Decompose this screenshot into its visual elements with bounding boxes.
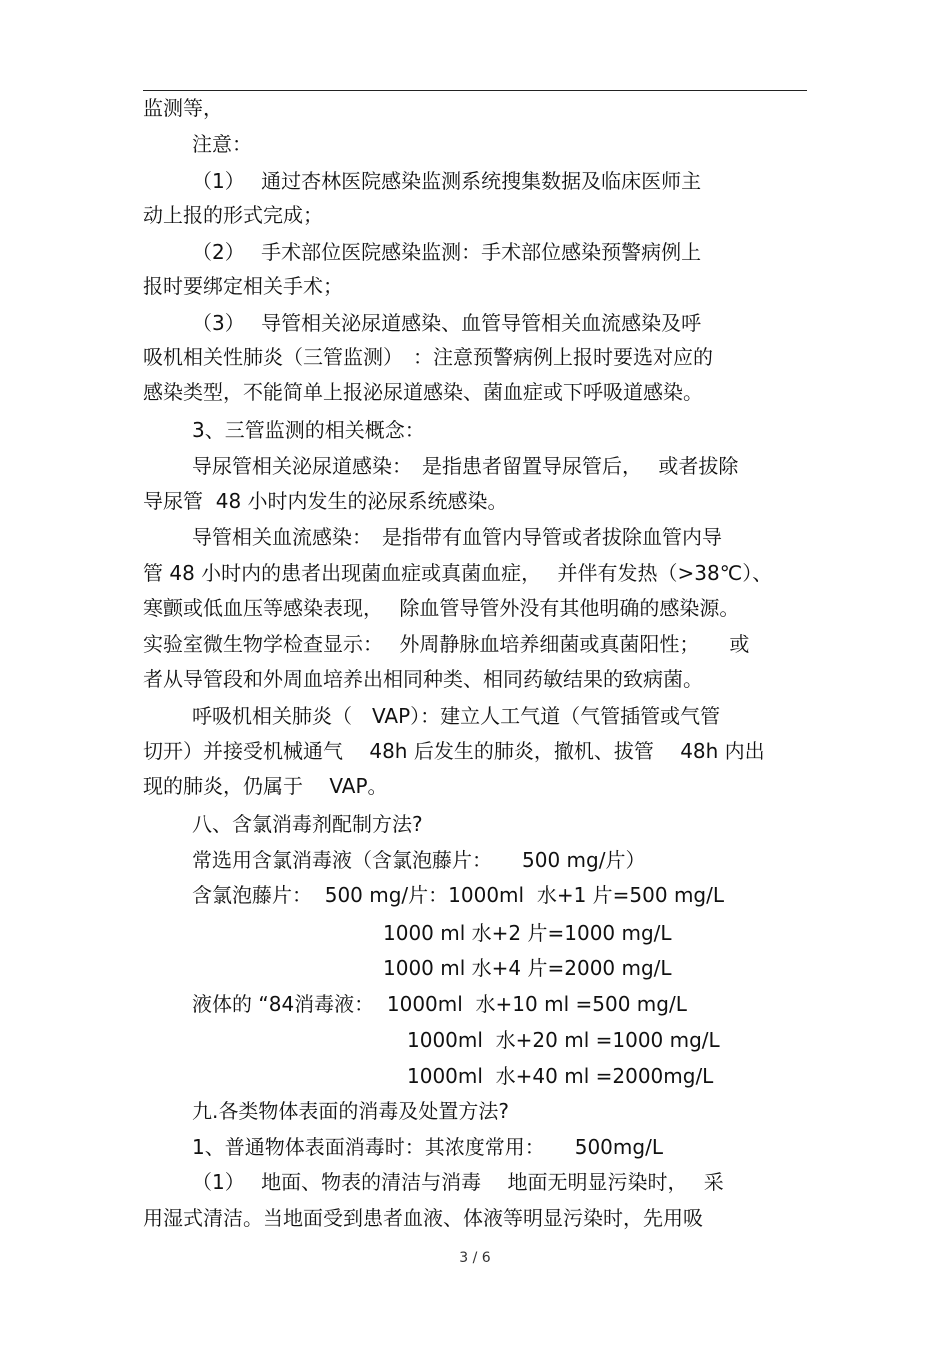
text-line: 报时要绑定相关手术； — [143, 274, 343, 298]
text-line: 管 48 小时内的患者出现菌血症或真菌血症， 并伴有发热（>38℃）、 — [143, 561, 773, 585]
formula-line: 液体的 “84消毒液： 1000ml 水+10 ml =500 mg/L — [192, 992, 687, 1016]
section-heading: 八、含氯消毒剂配制方法? — [192, 812, 423, 836]
text-line: 常选用含氯消毒液（含氯泡藤片： 500 mg/片） — [192, 848, 646, 872]
text-line: 现的肺炎，仍属于 VAP。 — [143, 774, 388, 798]
text-line: 用湿式清洁。当地面受到患者血液、体液等明显污染时，先用吸 — [143, 1206, 703, 1230]
formula-line: 1000ml 水+40 ml =2000mg/L — [407, 1064, 714, 1088]
text-line: 导尿管相关泌尿道感染： 是指患者留置导尿管后， 或者拔除 — [192, 454, 739, 478]
text-line: 3、三管监测的相关概念： — [192, 418, 425, 442]
text-line: 寒颤或低血压等感染表现， 除血管导管外没有其他明确的感染源。 — [143, 596, 740, 620]
text-line: 导尿管 48 小时内发生的泌尿系统感染。 — [143, 489, 508, 513]
text-line: 实验室微生物学检查显示： 外周静脉血培养细菌或真菌阳性； 或 — [143, 632, 750, 656]
formula-line: 1000 ml 水+4 片=2000 mg/L — [383, 956, 672, 980]
text-line: （3） 导管相关泌尿道感染、血管导管相关血流感染及呼 — [192, 311, 702, 335]
text-line: （2） 手术部位医院感染监测：手术部位感染预警病例上 — [192, 240, 702, 264]
formula-line: 含氯泡藤片： 500 mg/片：1000ml 水+1 片=500 mg/L — [192, 883, 725, 907]
text-line: 动上报的形式完成； — [143, 203, 323, 227]
text-line: 感染类型，不能简单上报泌尿道感染、菌血症或下呼吸道感染。 — [143, 380, 703, 404]
text-line: 呼吸机相关肺炎（ VAP）：建立人工气道（气管插管或气管 — [192, 704, 721, 728]
formula-line: 1000ml 水+20 ml =1000 mg/L — [407, 1028, 720, 1052]
text-line: 注意： — [192, 132, 252, 156]
text-line: 切开）并接受机械通气 48h 后发生的肺炎，撤机、拔管 48h 内出 — [143, 739, 765, 763]
formula-line: 1000 ml 水+2 片=1000 mg/L — [383, 921, 672, 945]
header-rule — [143, 90, 807, 91]
text-line: （1） 地面、物表的清洁与消毒 地面无明显污染时， 采 — [192, 1170, 724, 1194]
text-line: 监测等， — [143, 96, 223, 120]
section-heading: 九.各类物体表面的消毒及处置方法? — [192, 1099, 509, 1123]
text-line: 1、普通物体表面消毒时：其浓度常用： 500mg/L — [192, 1135, 663, 1159]
page-number: 3 / 6 — [459, 1250, 491, 1266]
text-line: 导管相关血流感染： 是指带有血管内导管或者拔除血管内导 — [192, 525, 722, 549]
text-line: 者从导管段和外周血培养出相同种类、相同药敏结果的致病菌。 — [143, 667, 703, 691]
text-line: 吸机相关性肺炎（三管监测） ：注意预警病例上报时要选对应的 — [143, 345, 713, 369]
text-line: （1） 通过杏林医院感染监测系统搜集数据及临床医师主 — [192, 169, 702, 193]
